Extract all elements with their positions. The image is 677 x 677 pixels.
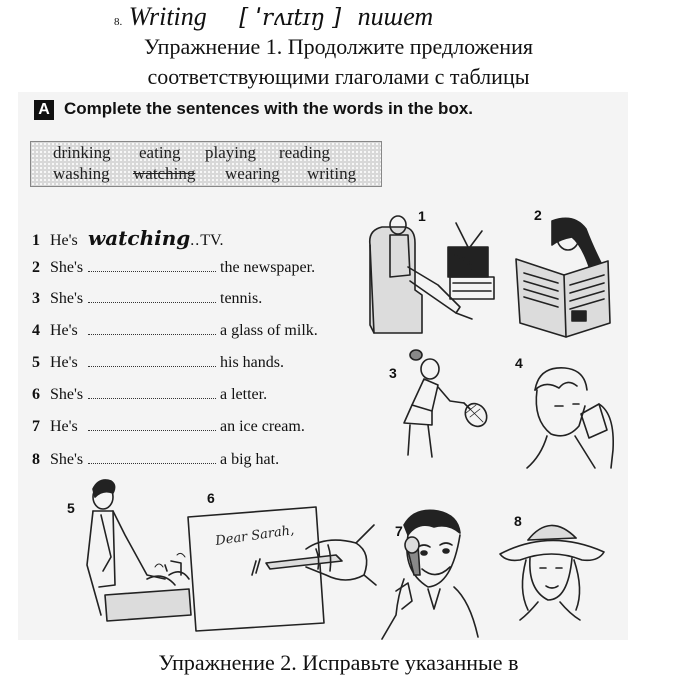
sentence-rest: TV. bbox=[200, 232, 224, 249]
handwritten-answer: watching bbox=[88, 226, 191, 250]
sentence-number: 6 bbox=[32, 386, 40, 403]
picture-number-8: 8 bbox=[514, 513, 522, 529]
heading-line bbox=[114, 2, 433, 32]
answer-blank[interactable] bbox=[88, 259, 216, 272]
box-word-playing: playing bbox=[205, 143, 256, 162]
letter-text: Dear Sarah, bbox=[214, 523, 296, 549]
sentence-4 bbox=[32, 322, 318, 340]
heading-number: 8. bbox=[114, 16, 123, 28]
sentence-8 bbox=[32, 451, 279, 469]
box-word-watching-struck: watching bbox=[133, 164, 196, 183]
sentence-rest: tennis. bbox=[220, 290, 263, 307]
answer-blank[interactable] bbox=[88, 290, 216, 303]
picture-number-2: 2 bbox=[534, 207, 542, 223]
picture-number-5: 5 bbox=[67, 500, 75, 516]
sentence-2 bbox=[32, 259, 315, 277]
answer-blank[interactable] bbox=[88, 322, 216, 335]
box-word-wearing: wearing bbox=[225, 164, 280, 183]
picture-number-4: 4 bbox=[515, 355, 523, 371]
answer-blank[interactable] bbox=[88, 354, 216, 367]
picture-number-6: 6 bbox=[207, 490, 215, 506]
illustration-woman-wearing-hat bbox=[498, 510, 606, 620]
sentence-subject: He's bbox=[50, 418, 78, 435]
illustration-man-washing-hands bbox=[85, 475, 200, 625]
sentence-subject: She's bbox=[50, 451, 84, 468]
illustration-boy-drinking-milk bbox=[515, 360, 625, 470]
task-instruction: Complete the sentences with the words in the box. bbox=[64, 99, 474, 118]
box-word-eating: eating bbox=[139, 143, 181, 162]
sentence-rest: an ice cream. bbox=[220, 418, 305, 435]
sentence-rest: his hands. bbox=[220, 354, 284, 371]
illustration-man-eating-ice-cream bbox=[378, 505, 483, 640]
illustration-girl-playing-tennis bbox=[390, 345, 490, 465]
sentence-number: 5 bbox=[32, 354, 40, 371]
answer-blank[interactable] bbox=[88, 386, 216, 399]
exercise1-instruction-line1: Упражнение 1. Продолжите предложения bbox=[144, 34, 533, 59]
sentence-1: 1 He's watching..TV. bbox=[32, 226, 224, 250]
picture-number-3: 3 bbox=[389, 365, 397, 381]
sentence-number: 4 bbox=[32, 322, 40, 339]
box-word-drinking: drinking bbox=[53, 143, 111, 162]
sentence-subject: He's bbox=[50, 354, 78, 371]
sentence-subject: She's bbox=[50, 259, 84, 276]
sentence-7 bbox=[32, 418, 305, 436]
sentence-number: 8 bbox=[32, 451, 40, 468]
sentence-5 bbox=[32, 354, 284, 372]
sentence-number: 2 bbox=[32, 259, 40, 276]
illustration-man-watching-tv bbox=[360, 205, 500, 340]
sentence-6 bbox=[32, 386, 267, 404]
illustration-woman-reading-newspaper bbox=[512, 215, 622, 340]
heading-translation: пишет bbox=[357, 2, 434, 31]
picture-number-1: 1 bbox=[418, 208, 426, 224]
illustration-writing-letter bbox=[186, 505, 376, 635]
picture-number-7: 7 bbox=[395, 523, 403, 539]
answer-blank[interactable] bbox=[88, 451, 216, 464]
heading-word: Writing bbox=[128, 2, 207, 31]
sentence-subject: She's bbox=[50, 290, 84, 307]
exercise2-instruction: Упражнение 2. Исправьте указанные в bbox=[158, 650, 519, 675]
box-word-washing: washing bbox=[53, 164, 110, 183]
box-word-reading: reading bbox=[279, 143, 330, 162]
sentence-rest: the newspaper. bbox=[220, 259, 316, 276]
sentence-rest: a letter. bbox=[220, 386, 268, 403]
sentence-number: 3 bbox=[32, 290, 40, 307]
sentence-number: 7 bbox=[32, 418, 40, 435]
sentence-number: 1 bbox=[32, 232, 40, 249]
answer-blank[interactable] bbox=[88, 418, 216, 431]
sentence-rest: a big hat. bbox=[220, 451, 280, 468]
box-word-writing: writing bbox=[307, 164, 357, 183]
sentence-3 bbox=[32, 290, 262, 308]
task-badge: A bbox=[34, 100, 54, 120]
word-box bbox=[30, 141, 382, 187]
sentence-subject: He's bbox=[50, 232, 78, 249]
sentence-subject: She's bbox=[50, 386, 84, 403]
sentence-subject: He's bbox=[50, 322, 78, 339]
sentence-rest: a glass of milk. bbox=[220, 322, 318, 339]
heading-transcription: [ ˈrʌɪtɪŋ ] bbox=[239, 5, 342, 31]
exercise1-instruction-line2: соответствующими глаголами с таблицы bbox=[147, 64, 530, 89]
